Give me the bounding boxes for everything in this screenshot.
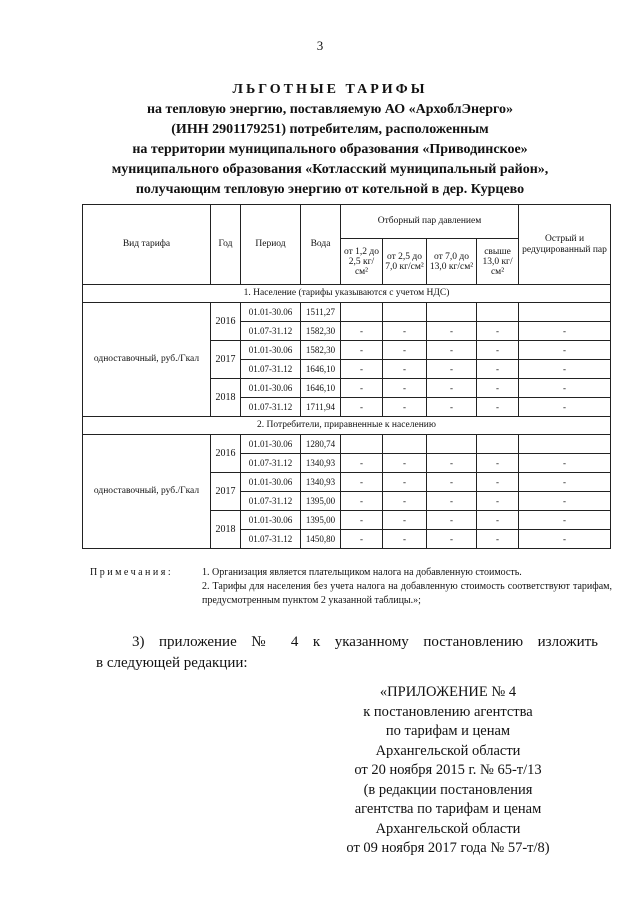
tariff-type-cell: одноставочный, руб./Гкал bbox=[83, 435, 211, 549]
section-title: 2. Потребители, приравненные к населению bbox=[83, 417, 611, 435]
value-cell: - bbox=[519, 454, 611, 473]
notes-body bbox=[202, 566, 612, 608]
appendix-line: от 20 ноября 2015 г. № 65-т/13 bbox=[354, 762, 542, 778]
period-cell: 01.01-30.06 bbox=[241, 303, 301, 322]
tariff-type-cell: одноставочный, руб./Гкал bbox=[83, 303, 211, 417]
value-cell: - bbox=[383, 530, 427, 549]
water-cell: 1395,00 bbox=[301, 511, 341, 530]
item-3-line-1: 3) приложение № 4 к указанному постановлению изложить bbox=[132, 634, 598, 650]
period-cell: 01.07-31.12 bbox=[241, 454, 301, 473]
value-cell: - bbox=[477, 398, 519, 417]
section-row bbox=[83, 285, 611, 303]
value-cell: - bbox=[341, 360, 383, 379]
appendix-line: от 09 ноября 2017 года № 57-т/8) bbox=[346, 840, 550, 856]
appendix-line: Архангельской области bbox=[375, 742, 521, 759]
value-cell: - bbox=[427, 360, 477, 379]
value-cell: - bbox=[519, 322, 611, 341]
header-steam: Отборный пар давлением bbox=[341, 205, 519, 239]
value-cell: - bbox=[477, 454, 519, 473]
value-cell: - bbox=[477, 530, 519, 549]
period-cell: 01.01-30.06 bbox=[241, 511, 301, 530]
value-cell: - bbox=[427, 454, 477, 473]
year-cell: 2017 bbox=[211, 473, 241, 511]
period-cell: 01.07-31.12 bbox=[241, 360, 301, 379]
water-cell: 1646,10 bbox=[301, 360, 341, 379]
year-cell: 2016 bbox=[211, 303, 241, 341]
value-cell: - bbox=[477, 511, 519, 530]
header-steam-col-4: свыше 13,0 кг/см² bbox=[477, 239, 519, 285]
header-period: Период bbox=[241, 205, 301, 285]
period-cell: 01.07-31.12 bbox=[241, 322, 301, 341]
title-line-5: муниципального образования «Котласский муниципальный район», bbox=[111, 162, 549, 177]
value-cell: - bbox=[477, 322, 519, 341]
value-cell: - bbox=[519, 398, 611, 417]
water-cell: 1340,93 bbox=[301, 454, 341, 473]
title-line-6: получающим тепловую энергию от котельной в дер. Курцево bbox=[135, 182, 525, 197]
header-year: Год bbox=[211, 205, 241, 285]
value-cell bbox=[383, 303, 427, 322]
appendix-line: к постановлению агентства bbox=[363, 703, 533, 720]
value-cell: - bbox=[477, 473, 519, 492]
notes-label: Примечания: bbox=[90, 567, 174, 578]
value-cell: - bbox=[341, 530, 383, 549]
section-title: 1. Население (тарифы указываются с учетом НДС) bbox=[83, 285, 611, 303]
note-1: 1. Организация является плательщиком налога на добавленную стоимость. bbox=[202, 567, 522, 578]
value-cell: - bbox=[519, 379, 611, 398]
value-cell bbox=[477, 435, 519, 454]
appendix-line: по тарифам и ценам bbox=[385, 723, 511, 739]
value-cell: - bbox=[427, 530, 477, 549]
value-cell: - bbox=[519, 511, 611, 530]
header-steam-col-1: от 1,2 до 2,5 кг/см² bbox=[341, 239, 383, 285]
value-cell: - bbox=[383, 341, 427, 360]
header-acute-steam: Острый и редуцированный пар bbox=[519, 205, 611, 285]
value-cell bbox=[477, 303, 519, 322]
water-cell: 1395,00 bbox=[301, 492, 341, 511]
value-cell: - bbox=[341, 473, 383, 492]
value-cell: - bbox=[519, 530, 611, 549]
value-cell: - bbox=[341, 492, 383, 511]
table-row bbox=[83, 303, 611, 322]
value-cell: - bbox=[519, 341, 611, 360]
period-cell: 01.01-30.06 bbox=[241, 341, 301, 360]
header-steam-col-2: от 2,5 до 7,0 кг/см² bbox=[383, 239, 427, 285]
value-cell: - bbox=[383, 454, 427, 473]
period-cell: 01.07-31.12 bbox=[241, 398, 301, 417]
year-cell: 2016 bbox=[211, 435, 241, 473]
value-cell: - bbox=[341, 322, 383, 341]
value-cell: - bbox=[341, 379, 383, 398]
note-2: 2. Тарифы для населения без учета налога на добавленную стоимость соответствуют тарифам, предусмотренным пунктом 2 указанной таблицы.»; bbox=[202, 581, 612, 606]
period-cell: 01.01-30.06 bbox=[241, 435, 301, 454]
value-cell: - bbox=[383, 473, 427, 492]
value-cell bbox=[519, 435, 611, 454]
value-cell: - bbox=[477, 379, 519, 398]
value-cell: - bbox=[383, 492, 427, 511]
value-cell: - bbox=[341, 398, 383, 417]
item-3-line-2: в следующей редакции: bbox=[96, 655, 248, 671]
year-cell: 2018 bbox=[211, 511, 241, 549]
appendix-line: (в редакции постановления bbox=[363, 781, 533, 798]
value-cell: - bbox=[383, 511, 427, 530]
value-cell: - bbox=[341, 454, 383, 473]
value-cell: - bbox=[477, 492, 519, 511]
value-cell: - bbox=[383, 379, 427, 398]
header-steam-col-3: от 7,0 до 13,0 кг/см² bbox=[427, 239, 477, 285]
tariff-table-body bbox=[83, 285, 611, 549]
title-line-2: на тепловую энергию, поставляемую АО «АрхоблЭнерго» bbox=[146, 102, 514, 117]
appendix-header bbox=[320, 683, 576, 859]
water-cell: 1582,30 bbox=[301, 322, 341, 341]
value-cell: - bbox=[427, 492, 477, 511]
document-title bbox=[40, 80, 620, 200]
value-cell: - bbox=[519, 473, 611, 492]
value-cell: - bbox=[427, 511, 477, 530]
value-cell: - bbox=[341, 511, 383, 530]
appendix-line: «ПРИЛОЖЕНИЕ № 4 bbox=[379, 684, 517, 700]
value-cell: - bbox=[477, 360, 519, 379]
item-3-paragraph bbox=[96, 632, 598, 674]
water-cell: 1711,94 bbox=[301, 398, 341, 417]
value-cell: - bbox=[383, 322, 427, 341]
water-cell: 1582,30 bbox=[301, 341, 341, 360]
appendix-line: агентства по тарифам и ценам bbox=[354, 801, 542, 817]
tariff-table bbox=[82, 204, 611, 549]
period-cell: 01.01-30.06 bbox=[241, 473, 301, 492]
title-line-3: (ИНН 2901179251) потребителям, расположенным bbox=[171, 122, 489, 137]
title-line-4: на территории муниципального образования «Приводинское» bbox=[132, 142, 528, 157]
title-line-main: ЛЬГОТНЫЕ ТАРИФЫ bbox=[232, 82, 428, 97]
page-number: 3 bbox=[316, 38, 324, 53]
header-water: Вода bbox=[301, 205, 341, 285]
value-cell bbox=[427, 303, 477, 322]
water-cell: 1646,10 bbox=[301, 379, 341, 398]
year-cell: 2017 bbox=[211, 341, 241, 379]
value-cell: - bbox=[427, 398, 477, 417]
water-cell: 1450,80 bbox=[301, 530, 341, 549]
value-cell: - bbox=[383, 360, 427, 379]
value-cell: - bbox=[427, 322, 477, 341]
value-cell: - bbox=[427, 379, 477, 398]
value-cell bbox=[427, 435, 477, 454]
value-cell: - bbox=[383, 398, 427, 417]
header-tariff-type: Вид тарифа bbox=[83, 205, 211, 285]
period-cell: 01.07-31.12 bbox=[241, 530, 301, 549]
value-cell bbox=[341, 303, 383, 322]
value-cell: - bbox=[519, 492, 611, 511]
value-cell: - bbox=[341, 341, 383, 360]
period-cell: 01.07-31.12 bbox=[241, 492, 301, 511]
water-cell: 1280,74 bbox=[301, 435, 341, 454]
value-cell: - bbox=[427, 341, 477, 360]
table-row bbox=[83, 435, 611, 454]
value-cell bbox=[341, 435, 383, 454]
value-cell bbox=[519, 303, 611, 322]
value-cell bbox=[383, 435, 427, 454]
value-cell: - bbox=[477, 341, 519, 360]
value-cell: - bbox=[519, 360, 611, 379]
period-cell: 01.01-30.06 bbox=[241, 379, 301, 398]
water-cell: 1340,93 bbox=[301, 473, 341, 492]
appendix-line: Архангельской области bbox=[375, 820, 521, 837]
section-row bbox=[83, 417, 611, 435]
value-cell: - bbox=[427, 473, 477, 492]
year-cell: 2018 bbox=[211, 379, 241, 417]
water-cell: 1511,27 bbox=[301, 303, 341, 322]
